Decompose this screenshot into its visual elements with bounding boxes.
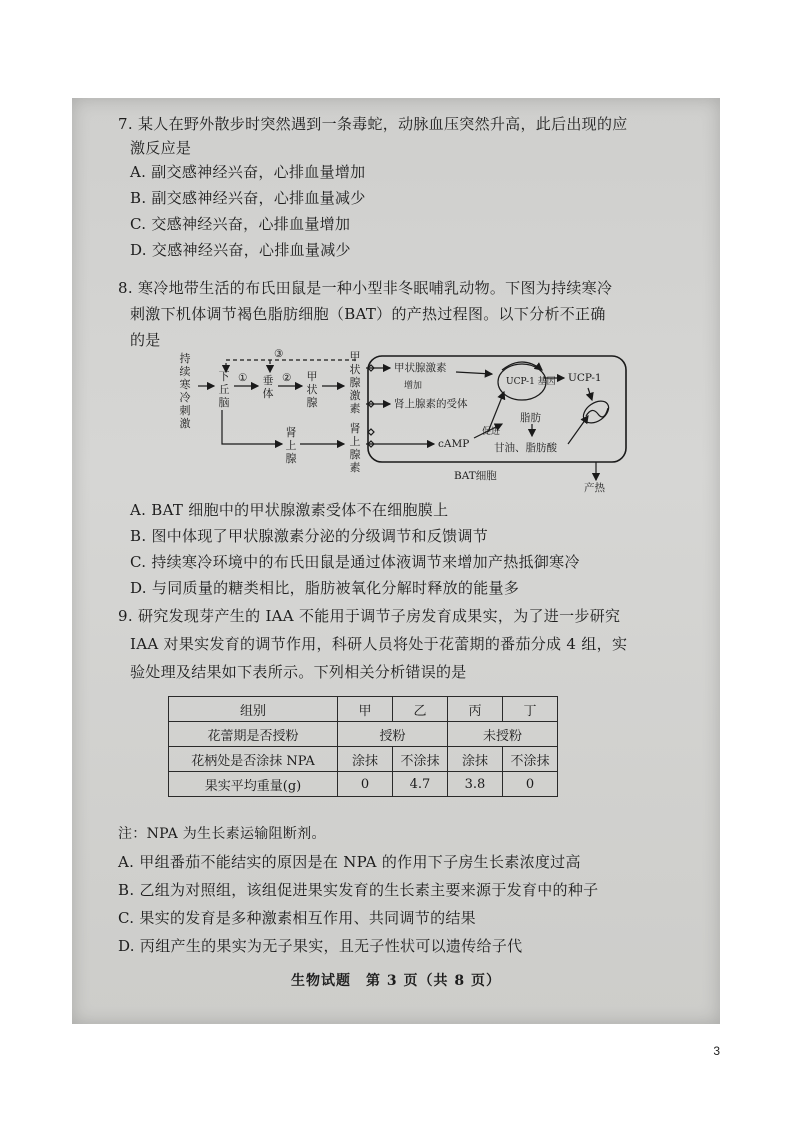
q7-option-d: D. 交感神经兴奋，心排血量减少 <box>130 241 351 259</box>
q9-note: 注：NPA 为生长素运输阻断剂。 <box>118 826 326 842</box>
label-step-1: ① <box>238 372 248 384</box>
label-camp: cAMP <box>438 438 470 450</box>
q9-stem-line1: 9. 研究发现芽产生的 IAA 不能用于调节子房发育成果实，为了进一步研究 <box>118 607 621 625</box>
table-cell: 0 <box>503 772 558 797</box>
label-ucp1: UCP-1 <box>568 372 602 384</box>
q8-stem-line3: 的是 <box>130 331 161 349</box>
label-thyroid: 甲状腺 <box>306 370 318 409</box>
table-cell: 果实平均重量(g) <box>169 772 338 797</box>
label-stimulus: 持续寒冷刺激 <box>179 352 191 430</box>
q9-option-d: D. 丙组产生的果实为无子果实，且无子性状可以遗传给子代 <box>118 937 523 955</box>
q8-stem-line1: 8. 寒冷地带生活的布氏田鼠是一种小型非冬眠哺乳动物。下图为持续寒冷 <box>118 279 613 297</box>
q9-option-b: B. 乙组为对照组，该组促进果实发育的生长素主要来源于发育中的种子 <box>118 881 599 899</box>
label-fat: 脂肪 <box>520 412 541 424</box>
label-step-2: ② <box>282 372 292 384</box>
q9-stem-line2: IAA 对果实发育的调节作用，科研人员将处于花蕾期的番茄分成 4 组，实 <box>130 635 628 653</box>
table-cell: 授粉 <box>338 722 448 747</box>
table-row <box>169 772 558 797</box>
q9-option-a: A. 甲组番茄不能结实的原因是在 NPA 的作用下子房生长素浓度过高 <box>118 853 581 871</box>
label-adrenaline: 肾上腺素 <box>349 422 361 474</box>
label-increase: 增加 <box>404 381 423 391</box>
table-cell: 4.7 <box>393 772 448 797</box>
table-cell: 涂抹 <box>448 747 503 772</box>
scanned-exam-page <box>72 98 720 1024</box>
table-cell: 组别 <box>169 697 338 722</box>
table-cell: 3.8 <box>448 772 503 797</box>
q8-option-b: B. 图中体现了甲状腺激素分泌的分级调节和反馈调节 <box>130 527 489 545</box>
q8-stem-line2: 刺激下机体调节褐色脂肪细胞（BAT）的产热过程图。以下分析不正确 <box>130 305 606 323</box>
label-thyroid-hormone: 甲状腺激素 <box>349 350 361 415</box>
label-glycerol: 甘油、脂肪酸 <box>494 442 557 454</box>
q7-option-c: C. 交感神经兴奋，心排血量增加 <box>130 215 351 233</box>
q7-stem-line2: 激反应是 <box>130 139 192 157</box>
q8-option-a: A. BAT 细胞中的甲状腺激素受体不在细胞膜上 <box>130 501 449 519</box>
q7-stem-line1: 7. 某人在野外散步时突然遇到一条毒蛇，动脉血压突然升高，此后出现的应 <box>118 115 628 133</box>
label-step-3: ③ <box>274 348 284 360</box>
q8-option-c: C. 持续寒冷环境中的布氏田鼠是通过体液调节来增加产热抵御寒冷 <box>130 553 580 571</box>
table-row <box>169 747 558 772</box>
table-cell: 丁 <box>503 697 558 722</box>
q9-option-c: C. 果实的发育是多种激素相互作用、共同调节的结果 <box>118 909 476 927</box>
table-cell: 不涂抹 <box>393 747 448 772</box>
label-adrenal: 肾上腺 <box>285 426 297 465</box>
table-cell: 未授粉 <box>448 722 558 747</box>
page-footer: 生物试题 第 3 页（共 8 页） <box>291 973 501 989</box>
table-cell: 乙 <box>393 697 448 722</box>
q9-stem-line3: 验处理及结果如下表所示。下列相关分析错误的是 <box>130 663 467 681</box>
label-pituitary: 垂体 <box>262 374 274 400</box>
table-cell: 0 <box>338 772 393 797</box>
label-ucp-gene: UCP-1 基因 <box>506 377 556 387</box>
table-cell: 丙 <box>448 697 503 722</box>
table-cell: 甲 <box>338 697 393 722</box>
q7-option-b: B. 副交感神经兴奋，心排血量减少 <box>130 189 366 207</box>
results-table <box>168 696 558 797</box>
table-cell: 花蕾期是否授粉 <box>169 722 338 747</box>
label-bat-cell: BAT细胞 <box>454 470 497 482</box>
table-cell: 花柄处是否涂抹 NPA <box>169 747 338 772</box>
q8-option-d: D. 与同质量的糖类相比，脂肪被氧化分解时释放的能量多 <box>130 579 520 597</box>
q7-option-a: A. 副交感神经兴奋，心排血量增加 <box>130 163 366 181</box>
page-number: 3 <box>713 1044 720 1058</box>
table-cell: 涂抹 <box>338 747 393 772</box>
table-cell: 不涂抹 <box>503 747 558 772</box>
table-row <box>169 722 558 747</box>
label-promote: 促进 <box>482 427 501 437</box>
label-heat: 产热 <box>584 482 605 494</box>
bat-heat-diagram <box>172 348 652 493</box>
label-in-thyroid-hormone: 甲状腺激素 <box>394 362 447 374</box>
label-adrenaline-receptor: 肾上腺素的受体 <box>394 398 468 410</box>
table-row <box>169 697 558 722</box>
label-hypothalamus: 下丘脑 <box>218 370 230 409</box>
